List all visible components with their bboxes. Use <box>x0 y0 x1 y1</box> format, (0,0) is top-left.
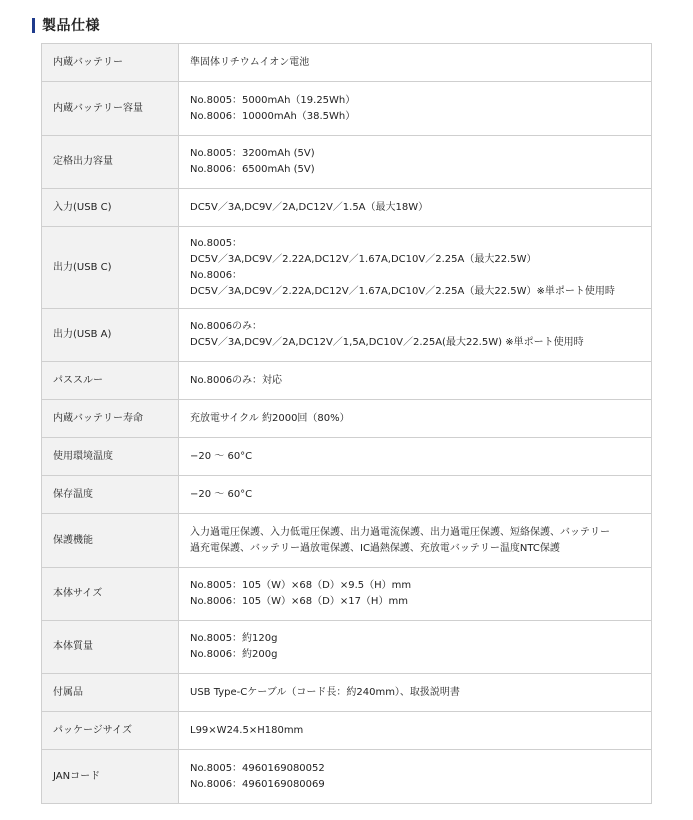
spec-value-line: 入力過電圧保護、入力低電圧保護、出力過電流保護、出力過電圧保護、短絡保護、バッテリー <box>190 526 610 538</box>
spec-value <box>179 189 652 227</box>
spec-value-line: No.8006のみ： <box>190 321 263 332</box>
spec-row <box>42 674 652 712</box>
spec-value <box>179 400 652 438</box>
spec-label: 定格出力容量 <box>42 136 179 189</box>
spec-value-line: DC5V／3A,DC9V／2.22A,DC12V／1.67A,DC10V／2.25A（最大22.5W）※単ポート使用時 <box>190 285 615 297</box>
spec-label: 出力(USB A) <box>42 309 179 362</box>
spec-label: パススルー <box>42 362 179 400</box>
spec-row <box>42 400 652 438</box>
spec-label: パッケージサイズ <box>42 712 179 750</box>
spec-value <box>179 514 652 568</box>
spec-value-line: No.8006：4960169080069 <box>190 778 325 790</box>
spec-table <box>41 43 652 804</box>
spec-value-line: No.8006： <box>190 269 243 281</box>
spec-value-line: No.8005：105（W）×68（D）×9.5（H）mm <box>190 580 412 591</box>
spec-row <box>42 227 652 309</box>
spec-value <box>179 476 652 514</box>
spec-label: 内蔵バッテリー寿命 <box>42 400 179 438</box>
spec-value-line: No.8006：10000mAh（38.5Wh） <box>190 110 356 122</box>
spec-label: 使用環境温度 <box>42 438 179 476</box>
spec-row <box>42 750 652 804</box>
spec-value-line: DC5V／3A,DC9V／2A,DC12V／1,5A,DC10V／2.25A(最大22.5W) ※単ポート使用時 <box>190 337 584 348</box>
spec-value-line: No.8006のみ：対応 <box>190 374 283 386</box>
spec-label: 保護機能 <box>42 514 179 568</box>
spec-value <box>179 227 652 309</box>
spec-value-line: No.8005： <box>190 237 243 249</box>
spec-row <box>42 44 652 82</box>
spec-value <box>179 438 652 476</box>
spec-label: 内蔵バッテリー容量 <box>42 82 179 136</box>
spec-label: JANコード <box>42 750 179 804</box>
section-title: 製品仕様 <box>42 18 100 34</box>
spec-label: 本体サイズ <box>42 568 179 621</box>
spec-label: 入力(USB C) <box>42 189 179 227</box>
spec-label: 内蔵バッテリー <box>42 44 179 82</box>
spec-row <box>42 712 652 750</box>
spec-value-line: USB Type-Cケーブル（コード長：約240mm）、取扱説明書 <box>190 686 460 698</box>
spec-row <box>42 438 652 476</box>
spec-value-line: No.8005：4960169080052 <box>190 762 325 774</box>
spec-row <box>42 476 652 514</box>
spec-label: 出力(USB C) <box>42 227 179 309</box>
spec-label: 本体質量 <box>42 621 179 674</box>
spec-value-line: No.8005：約120g <box>190 633 278 644</box>
spec-value <box>179 362 652 400</box>
spec-value-line: No.8006：6500mAh (5V) <box>190 164 315 175</box>
spec-value-line: DC5V／3A,DC9V／2.22A,DC12V／1.67A,DC10V／2.25A（最大22.5W） <box>190 253 537 265</box>
spec-value <box>179 621 652 674</box>
spec-value <box>179 712 652 750</box>
spec-row <box>42 82 652 136</box>
spec-value-line: L99×W24.5×H180mm <box>190 724 304 736</box>
spec-label: 付属品 <box>42 674 179 712</box>
spec-value-line: 充放電サイクル 約2000回（80%） <box>190 412 350 424</box>
spec-value-line: −20 〜 60°C <box>190 488 253 500</box>
spec-value-line: No.8005：3200mAh (5V) <box>190 148 315 159</box>
spec-row <box>42 568 652 621</box>
spec-value-line: 準固体リチウムイオン電池 <box>190 56 310 68</box>
spec-value-line: DC5V／3A,DC9V／2A,DC12V／1.5A（最大18W） <box>190 201 429 213</box>
spec-value <box>179 750 652 804</box>
spec-value <box>179 44 652 82</box>
spec-value <box>179 136 652 189</box>
spec-row <box>42 189 652 227</box>
spec-value-line: −20 〜 60°C <box>190 450 253 462</box>
spec-row <box>42 621 652 674</box>
spec-value <box>179 82 652 136</box>
spec-value <box>179 674 652 712</box>
spec-value-line: No.8006：約200g <box>190 649 278 660</box>
spec-label: 保存温度 <box>42 476 179 514</box>
spec-row <box>42 362 652 400</box>
spec-row <box>42 514 652 568</box>
spec-value <box>179 309 652 362</box>
spec-row <box>42 309 652 362</box>
spec-value-line: 過充電保護、バッテリー過放電保護、IC過熱保護、充放電バッテリー温度NTC保護 <box>190 542 560 554</box>
spec-value-line: No.8006：105（W）×68（D）×17（H）mm <box>190 596 408 607</box>
spec-row <box>42 136 652 189</box>
spec-value <box>179 568 652 621</box>
section-heading <box>32 14 100 36</box>
spec-value-line: No.8005：5000mAh（19.25Wh） <box>190 94 356 106</box>
heading-accent-bar <box>32 18 35 33</box>
